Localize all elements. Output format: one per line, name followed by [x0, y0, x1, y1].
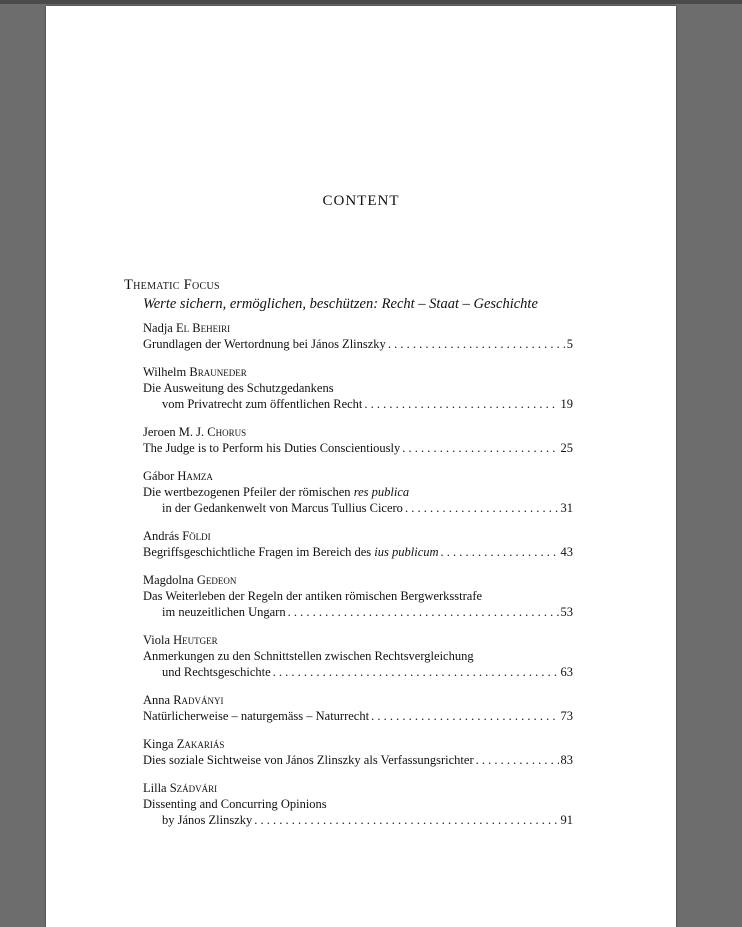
- toc-entry[interactable]: [143, 692, 573, 724]
- toc-line: [143, 752, 573, 768]
- article-title: Dissenting and Concurring Opinions: [143, 797, 327, 811]
- toc-entry[interactable]: [143, 320, 573, 352]
- page-number: 43: [560, 545, 573, 559]
- article-title: Anmerkungen zu den Schnittstellen zwischen Rechtsvergleichung: [143, 649, 474, 663]
- toc-line: [143, 500, 573, 516]
- page-title: CONTENT: [322, 193, 400, 209]
- toc-line: [143, 796, 573, 812]
- toc-line: [143, 336, 573, 352]
- author-name: Gábor Hamza: [143, 469, 213, 483]
- section-subtitle: Werte sichern, ermöglichen, beschützen: Recht – Staat – Geschichte: [143, 296, 538, 312]
- dot-leader: [405, 500, 559, 516]
- toc-entry[interactable]: [143, 528, 573, 560]
- toc-line: [143, 544, 573, 560]
- viewer-top-bar: [0, 0, 742, 4]
- author-name: Jeroen M. J. Chorus: [143, 425, 247, 439]
- toc-line: [143, 440, 573, 456]
- author-name: Wilhelm Brauneder: [143, 365, 247, 379]
- author-name: Magdolna Gedeon: [143, 573, 237, 587]
- article-title: Grundlagen der Wertordnung bei János Zlinszky: [143, 337, 386, 351]
- article-title: by János Zlinszky: [162, 813, 253, 827]
- document-page: [46, 6, 676, 927]
- toc-line: [143, 708, 573, 724]
- author-name: Nadja El Beheiri: [143, 321, 231, 335]
- toc-entry[interactable]: [143, 736, 573, 768]
- article-title: Das Weiterleben der Regeln der antiken römischen Bergwerksstrafe: [143, 589, 483, 603]
- dot-leader: [476, 752, 559, 768]
- toc-line: [143, 664, 573, 680]
- article-title: im neuzeitlichen Ungarn: [162, 605, 286, 619]
- article-title: Natürlicherweise – naturgemäss – Naturrecht: [143, 709, 370, 723]
- dot-leader: [288, 604, 559, 620]
- toc-line: [143, 484, 573, 500]
- dot-leader: [402, 440, 558, 456]
- article-title: Die Ausweitung des Schutzgedankens: [143, 381, 334, 395]
- page-number: 5: [566, 337, 573, 351]
- toc-entry[interactable]: [143, 572, 573, 620]
- page-number: 25: [560, 441, 573, 455]
- article-title: The Judge is to Perform his Duties Conscientiously: [143, 441, 401, 455]
- toc-entry[interactable]: [143, 468, 573, 516]
- article-title: Die wertbezogenen Pfeiler der römischen res publica: [143, 485, 410, 499]
- author-name: Anna Radványi: [143, 693, 224, 707]
- dot-leader: [364, 396, 558, 412]
- dot-leader: [273, 664, 559, 680]
- toc-line: [143, 588, 573, 604]
- author-name: Lilla Szádvári: [143, 781, 218, 795]
- page-number: 19: [560, 397, 573, 411]
- toc-entry[interactable]: [143, 780, 573, 828]
- article-title: Dies soziale Sichtweise von János Zlinszky als Verfassungsrichter: [143, 753, 474, 767]
- page-number: 53: [560, 605, 573, 619]
- article-title: Begriffsgeschichtliche Fragen im Bereich des ius publicum: [143, 545, 439, 559]
- toc-entry[interactable]: [143, 424, 573, 456]
- toc-line: [143, 604, 573, 620]
- article-title: vom Privatrecht zum öffentlichen Recht: [162, 397, 363, 411]
- page-number: 73: [560, 709, 573, 723]
- author-name: Kinga Zakariás: [143, 737, 225, 751]
- toc-line: [143, 648, 573, 664]
- toc-line: [143, 812, 573, 828]
- toc-entries: [143, 320, 573, 840]
- page-number: 83: [560, 753, 573, 767]
- article-title: in der Gedankenwelt von Marcus Tullius Cicero: [162, 501, 403, 515]
- author-name: András Földi: [143, 529, 211, 543]
- section-heading: Thematic Focus: [124, 277, 220, 293]
- toc-entry[interactable]: [143, 632, 573, 680]
- toc-line: [143, 396, 573, 412]
- toc-entry[interactable]: [143, 364, 573, 412]
- page-number: 31: [560, 501, 573, 515]
- dot-leader: [388, 336, 565, 352]
- page-number: 63: [560, 665, 573, 679]
- article-title: und Rechtsgeschichte: [162, 665, 271, 679]
- dot-leader: [441, 544, 559, 560]
- author-name: Viola Heutger: [143, 633, 218, 647]
- toc-line: [143, 380, 573, 396]
- page-number: 91: [560, 813, 573, 827]
- dot-leader: [254, 812, 558, 828]
- dot-leader: [371, 708, 558, 724]
